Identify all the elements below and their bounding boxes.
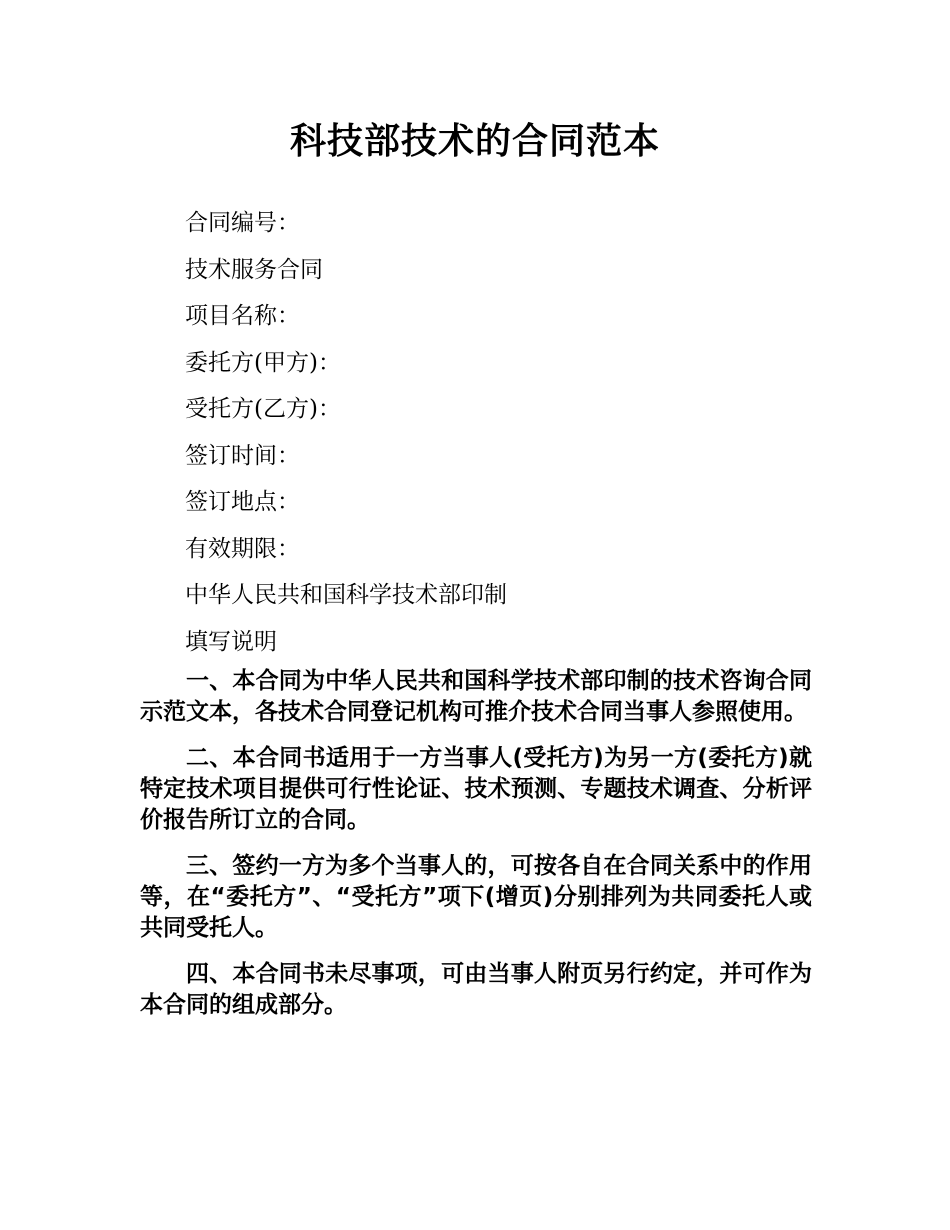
instruction-paragraph-3: 三、签约一方为多个当事人的，可按各自在合同关系中的作用等，在“委托方”、“受托方”项下(增页)分别排列为共同委托人或共同受托人。	[140, 853, 812, 941]
field-contract-type: 技术服务合同	[185, 256, 323, 283]
page-title: 科技部技术的合同范本	[289, 121, 660, 162]
field-project-name: 项目名称：	[185, 303, 300, 329]
field-printed-by: 中华人民共和国科学技术部印制	[185, 582, 507, 608]
field-signing-place: 签订地点：	[185, 489, 300, 515]
field-client-party-a: 委托方(甲方)：	[185, 349, 341, 376]
field-contractor-party-b: 受托方(乙方)：	[185, 396, 341, 422]
contract-fields	[185, 200, 825, 665]
instruction-paragraph-1: 一、本合同为中华人民共和国科学技术部印制的技术咨询合同示范文本，各技术合同登记机构可推介技术合同当事人参照使用。	[140, 668, 812, 725]
field-instructions-heading: 填写说明	[185, 628, 277, 655]
instructions-section	[140, 666, 812, 1036]
field-signing-date: 签订时间：	[185, 442, 300, 469]
instruction-paragraph-4: 四、本合同书未尽事项，可由当事人附页另行约定，并可作为本合同的组成部分。	[140, 961, 812, 1018]
field-contract-number: 合同编号：	[185, 210, 300, 236]
field-validity-period: 有效期限：	[185, 535, 300, 562]
instruction-paragraph-2: 二、本合同书适用于一方当事人(受托方)为另一方(委托方)就特定技术项目提供可行性论证、技术预测、专题技术调查、分析评价报告所订立的合同。	[140, 745, 812, 833]
